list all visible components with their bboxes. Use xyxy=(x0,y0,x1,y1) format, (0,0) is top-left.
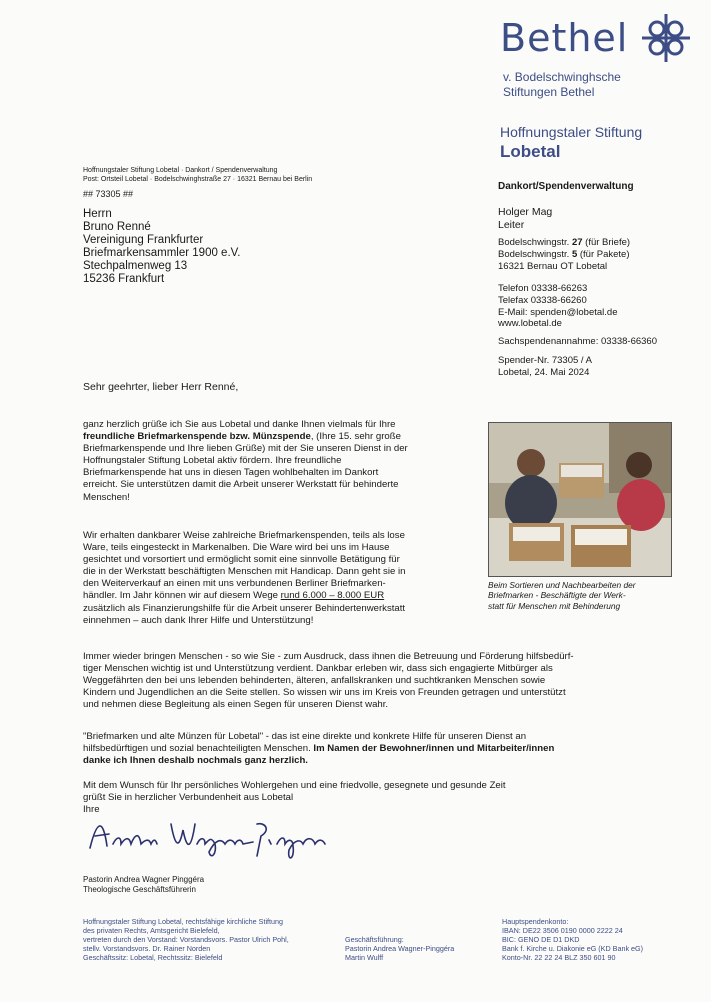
donations-phone: Sachspendenannahme: 03338-66360 xyxy=(498,336,657,347)
footer-management: Geschäftsführung: Pastorin Andrea Wagner-Pinggéra Martin Wulff xyxy=(345,935,455,962)
footer-legal: Hoffnungstaler Stiftung Lobetal, rechtsfähige kirchliche Stiftung des privaten Rechts, Amtsgericht Bielefeld, vertreten durch den Vorstand: Vorstandsvors. Pastor Ulrich Pohl, stellv. Vorstandsvors. Dr. Rainer Norden Geschäftssitz: Lobetal, Rechtssitz: Bielefeld xyxy=(83,917,289,962)
closing: Mit dem Wunsch für Ihr persönliches Wohlergehen und eine friedvolle, gesegnete und gesunde Zeit grüßt Sie in herzlicher Verbundenheit aus Lobetal Ihre xyxy=(83,780,506,816)
sender-return-address: Hoffnungstaler Stiftung Lobetal · Dankort / Spendenverwaltung Post: Ortsteil Lobetal · Bodelschwinghstraße 27 · 16321 Bernau bei Berlin xyxy=(83,167,313,183)
footer-bank: Hauptspendenkonto: IBAN: DE22 3506 0190 0000 2222 24 BIC: GENO DE D1 DKD Bank f. Kirche u. Diakonie eG (KD Bank eG) Konto-Nr. 22 22 24 BLZ 350 601 90 xyxy=(502,917,644,962)
department-heading: Dankort/Spendenverwaltung xyxy=(498,181,634,192)
recipient-address: Herrn Bruno Renné Vereinigung Frankfurter Briefmarkensammler 1900 e.V. Stechpalmenweg 13 15236 Frankfurt xyxy=(83,208,241,285)
workshop-photo xyxy=(488,422,672,577)
bethel-cross-logo-icon xyxy=(640,12,692,64)
brand-logo-text: Bethel xyxy=(500,16,629,60)
reference-number: ## 73305 ## xyxy=(83,189,134,199)
foundation-location: Lobetal xyxy=(500,142,561,161)
signer-block: Pastorin Andrea Wagner Pinggéra Theologische Geschäftsführerin xyxy=(83,875,205,894)
paragraph-2: Wir erhalten dankbarer Weise zahlreiche Briefmarkenspenden, teils als lose Ware, teils eingesteckt in Markenalben. Die Ware wird bei uns im Hause gesichtet und vorsortiert und ermöglicht somit eine sinnvolle Betätigung für die in der Werkstatt beschäftigten Menschen mit Handicap. Dann geht sie in den Weiterverkauf an einen mit uns verbundenen Berliner Briefmarken- händler. Im Jahr können wir auf diesem Wege rund 6.000 – 8.000 EUR zusätzlich als Finanzierungshilfe für die Arbeit unserer Behindertenwerkstatt einnehmen – auch dank Ihrer Hilfe und Unterstützung! xyxy=(83,530,406,626)
paragraph-3: Immer wieder bringen Menschen - so wie Sie - zum Ausdruck, dass ihnen die Betreuung und Förderung hilfsbedürf- tiger Menschen wichtig ist und Unterstützung verdient. Dankbar erleben wir, dass sich engagierte Mitbürger als Weggefährten den bei uns lebenden behinderten, älteren, anfallskranken und suchtkranken Menschen sowie Kindern und Jugendlichen an die Seite stellen. So wissen wir uns im Kreis von Freunden getragen und unterstützt und nehmen diese Begleitung als einen Segen für unseren Dienst wahr. xyxy=(83,651,574,711)
paragraph-1: ganz herzlich grüße ich Sie aus Lobetal und danke Ihnen vielmals für Ihre freundliche Briefmarkenspende bzw. Münzspende, (Ihre 15. sehr große Briefmarkenspende und Ihre lieben Grüße) mit der Sie unseren Dienst in der Hoffnungstaler Stiftung Lobetal aktiv fördern. Ihre freundliche Briefmarkenspende hat uns in diesen Tagen wohlbehalten im Dankort erreicht. Sie unterstützen damit die Arbeit unserer Werkstatt für behinderte Menschen! xyxy=(83,419,408,503)
contact-addresses: Bodelschwingstr. 27 (für Briefe) Bodelschwingstr. 5 (für Pakete) 16321 Bernau OT Lobetal xyxy=(498,237,631,272)
contact-communication: Telefon 03338-66263 Telefax 03338-66260 E-Mail: spenden@lobetal.de www.lobetal.de xyxy=(498,283,618,330)
foundation-name: Hoffnungstaler Stiftung xyxy=(500,124,643,140)
handwritten-signature xyxy=(85,810,335,865)
brand-subtitle: v. Bodelschwinghsche Stiftungen Bethel xyxy=(503,70,621,99)
donor-info: Spender-Nr. 73305 / A Lobetal, 24. Mai 2024 xyxy=(498,355,593,378)
salutation: Sehr geehrter, lieber Herr Renné, xyxy=(83,381,239,393)
paragraph-4: "Briefmarken und alte Münzen für Lobetal" - das ist eine direkte und konkrete Hilfe für unseren Dienst an hilfsbedürftigen und sozial benachteiligten Menschen. Im Namen der Bewohner/innen und Mitarbeiter/innen danke ich Ihnen deshalb nochmals ganz herzlich. xyxy=(83,731,555,767)
photo-caption: Beim Sortieren und Nachbearbeiten der Briefmarken - Beschäftigte der Werk- statt für Menschen mit Behinderung xyxy=(488,580,636,611)
contact-person: Holger Mag Leiter xyxy=(498,206,553,231)
